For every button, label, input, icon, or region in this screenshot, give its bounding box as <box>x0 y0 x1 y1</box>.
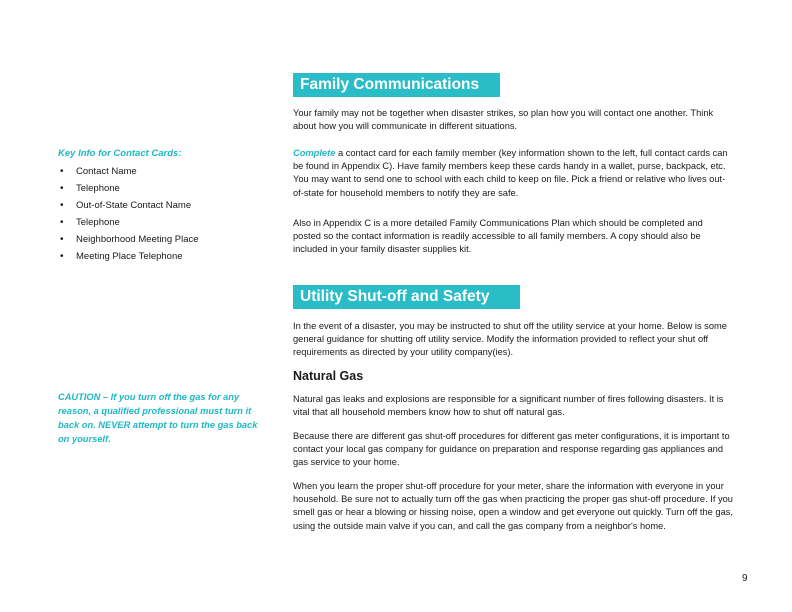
contact-card-text: a contact card for each family member (key information shown to the left, full contact cards can be found in Appendix C). Have family members keep these cards handy in a wallet, purse, backpack, etc. You may want to send one to school with each child to keep on file. Pick a friend or relative who lives out-of-state for household members to notify they are safe. <box>293 148 728 198</box>
natural-gas-subheading: Natural Gas <box>293 369 364 383</box>
gas-paragraph-3: When you learn the proper shut-off procedure for your meter, share the information with everyone in your household. Be sure not to actually turn off the gas when practicing the proper gas shut-off procedure. If you smell gas or hear a blowing or hissing noise, open a window and get everyone out quickly. Turn off the gas, using the outside main valve if you can, and call the gas company from a neighbor's home. <box>293 481 733 531</box>
gas-caution-note: CAUTION – If you turn off the gas for any reason, a qualified professional must turn it back on. NEVER attempt to turn the gas back on yourself. <box>58 392 258 444</box>
gas-paragraph-1: Natural gas leaks and explosions are responsible for a significant number of fires following disasters. It is vital that all household members know how to shut off natural gas. <box>293 394 724 418</box>
list-item: • Neighborhood Meeting Place <box>58 231 199 248</box>
list-item: • Telephone <box>58 180 199 197</box>
list-item: • Contact Name <box>58 163 199 180</box>
page-number: 9 <box>742 573 748 584</box>
list-item: • Meeting Place Telephone <box>58 248 199 265</box>
utility-intro-paragraph: In the event of a disaster, you may be instructed to shut off the utility service at your home. Below is some general guidance for shutting off utility service. Modify the information provided to reflect your shut off requirements as directed by your utility company(ies). <box>293 321 727 358</box>
complete-emphasis: Complete <box>293 148 336 158</box>
contact-card-paragraph <box>293 147 733 200</box>
utility-shutoff-heading: Utility Shut-off and Safety <box>293 285 520 309</box>
key-info-list <box>58 163 199 265</box>
key-info-title: Key Info for Contact Cards: <box>58 148 182 159</box>
family-communications-heading: Family Communications <box>293 73 500 97</box>
appendix-paragraph: Also in Appendix C is a more detailed Family Communications Plan which should be completed and posted so the contact information is readily accessible to all family members. A copy should also be included in your family disaster supplies kit. <box>293 218 703 255</box>
gas-paragraph-2: Because there are different gas shut-off procedures for different gas meter configurations, it is important to contact your local gas company for guidance on preparation and response regarding gas appliances and gas service to your home. <box>293 431 730 468</box>
list-item: • Telephone <box>58 214 199 231</box>
family-intro-paragraph: Your family may not be together when disaster strikes, so plan how you will contact one another. Think about how you will communicate in different situations. <box>293 108 714 132</box>
list-item: • Out-of-State Contact Name <box>58 197 199 214</box>
